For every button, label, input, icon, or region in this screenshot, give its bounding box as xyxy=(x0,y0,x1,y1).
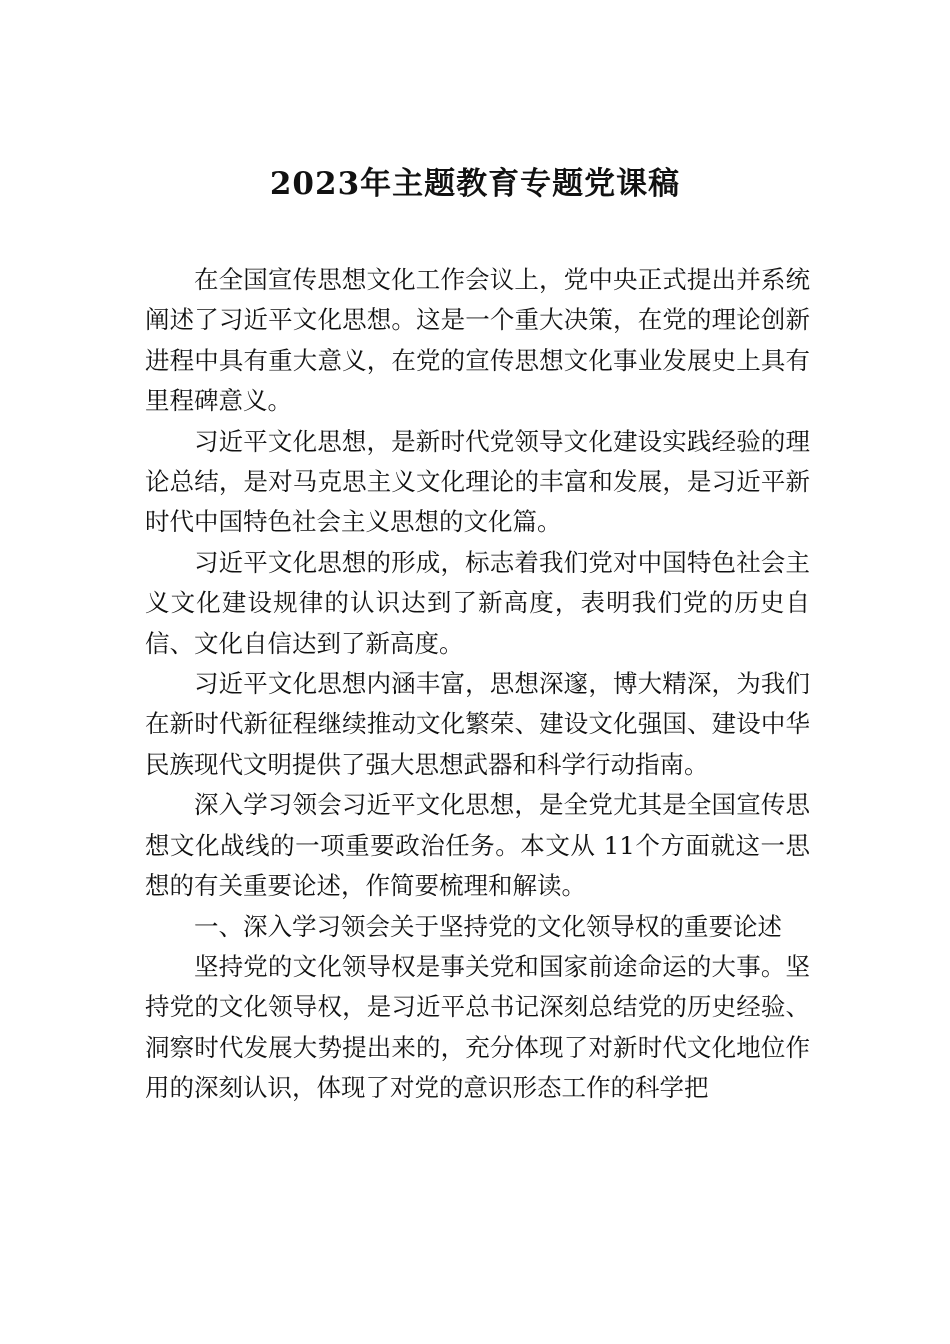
page-title: 2023年主题教育专题党课稿 xyxy=(269,166,681,202)
paragraph-4: 习近平文化思想内涵丰富，思想深邃，博大精深，为我们在新时代新征程继续推动文化繁荣、建设文化强国、建设中华民族现代文明提供了强大思想武器和科学行动指南。 xyxy=(145,669,810,779)
paragraph-6: 坚持党的文化领导权是事关党和国家前途命运的大事。坚持党的文化领导权，是习近平总书记深刻总结党的历史经验、洞察时代发展大势提出来的，充分体现了对新时代文化地位作用的深刻认识，体现了对党的意识形态工作的科学把 xyxy=(145,951,810,1103)
paragraph-5: 深入学习领会习近平文化思想，是全党尤其是全国宣传思想文化战线的一项重要政治任务。本文从 11个方面就这一思想的有关重要论述，作简要梳理和解读。 xyxy=(145,790,810,901)
section-heading-1: 一、深入学习领会关于坚持党的文化领导权的重要论述 xyxy=(194,911,782,941)
paragraph-1: 在全国宣传思想文化工作会议上，党中央正式提出并系统阐述了习近平文化思想。这是一个重大决策，在党的理论创新进程中具有重大意义，在党的宣传思想文化事业发展史上具有里程碑意义。 xyxy=(145,265,810,416)
document-body xyxy=(145,260,810,1109)
paragraph-2: 习近平文化思想，是新时代党领导文化建设实践经验的理论总结，是对马克思主义文化理论的丰富和发展，是习近平新时代中国特色社会主义思想的文化篇。 xyxy=(145,426,810,537)
paragraph-3: 习近平文化思想的形成，标志着我们党对中国特色社会主义文化建设规律的认识达到了新高度，表明我们党的历史自信、文化自信达到了新高度。 xyxy=(145,547,810,658)
